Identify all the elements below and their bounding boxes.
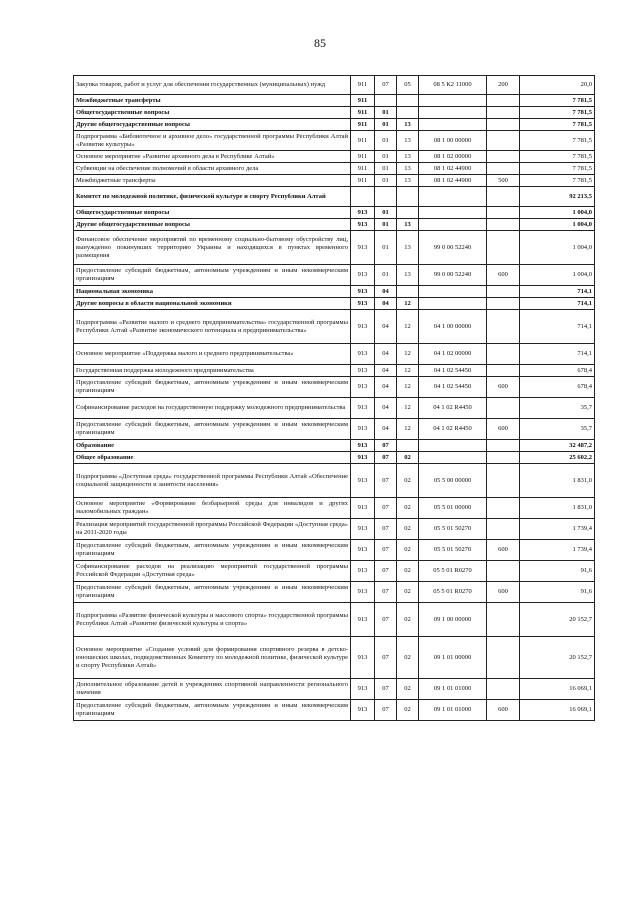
table-row [74,440,595,452]
expense-type-cell [487,452,520,464]
row-name-cell: Подпрограмма «Развитие малого и среднего предпринимательства» государственной программы Республики Алтай «Развитие экономического потенциала и предпринимательства» [74,310,351,344]
expense-type-cell [487,679,520,700]
ministry-code-cell: 913 [351,398,375,419]
ministry-code-cell: 913 [351,464,375,498]
subsection-code-cell: 13 [397,231,419,265]
row-name-cell: Образование [74,440,351,452]
amount-cell: 16 069,1 [520,679,595,700]
section-code-cell: 01 [375,231,397,265]
table-row [74,540,595,561]
ministry-code-cell: 913 [351,452,375,464]
section-code-cell: 07 [375,540,397,561]
section-code-cell: 07 [375,700,397,721]
ministry-code-cell: 913 [351,440,375,452]
amount-cell: 7 781,5 [520,175,595,187]
target-article-cell: 08 5 К2 11000 [419,76,487,95]
ministry-code-cell: 913 [351,377,375,398]
subsection-code-cell: 02 [397,561,419,582]
ministry-code-cell: 913 [351,637,375,679]
row-name-cell: Подпрограмма «Библиотечное и архивное дело» государственной программы Республики Алтай «Развитие культуры» [74,131,351,151]
subsection-code-cell: 02 [397,582,419,603]
target-article-cell: 04 1 02 R4450 [419,419,487,440]
target-article-cell: 09 1 01 01000 [419,679,487,700]
target-article-cell [419,298,487,310]
ministry-code-cell: 911 [351,131,375,151]
ministry-code-cell: 913 [351,700,375,721]
amount-cell: 20,0 [520,76,595,95]
subsection-code-cell: 02 [397,498,419,519]
section-code-cell: 07 [375,452,397,464]
target-article-cell: 99 0 00 52240 [419,231,487,265]
table-row [74,519,595,540]
table-row [74,603,595,637]
subsection-code-cell: 02 [397,637,419,679]
section-code-cell: 07 [375,582,397,603]
subsection-code-cell [397,95,419,107]
row-name-cell: Общее образование [74,452,351,464]
ministry-code-cell: 913 [351,207,375,219]
section-code-cell: 07 [375,440,397,452]
table-row [74,119,595,131]
amount-cell: 7 781,5 [520,95,595,107]
amount-cell: 1 739,4 [520,519,595,540]
expense-type-cell [487,498,520,519]
row-name-cell: Предоставление субсидий бюджетным, автономным учреждениям и иным некоммерческим организациям [74,540,351,561]
table-row [74,298,595,310]
subsection-code-cell: 13 [397,151,419,163]
subsection-code-cell [397,286,419,298]
expense-type-cell [487,344,520,365]
ministry-code-cell: 913 [351,679,375,700]
row-name-cell: Предоставление субсидий бюджетным, автономным учреждениям и иным некоммерческим организациям [74,419,351,440]
row-name-cell: Софинансирование расходов на государственную поддержку молодежного предпринимательства [74,398,351,419]
expense-type-cell [487,207,520,219]
table-row [74,679,595,700]
ministry-code-cell: 913 [351,365,375,377]
subsection-code-cell: 05 [397,76,419,95]
row-name-cell: Реализация мероприятий государственной программы Российской Федерации «Доступная среда» на 2011-2020 годы [74,519,351,540]
row-name-cell: Софинансирование расходов на реализацию мероприятий государственной программы Российской Федерации «Доступная среда» [74,561,351,582]
amount-cell: 714,1 [520,298,595,310]
subsection-code-cell: 13 [397,131,419,151]
amount-cell: 25 602,2 [520,452,595,464]
section-code-cell: 07 [375,498,397,519]
table-row [74,76,595,95]
ministry-code-cell: 911 [351,119,375,131]
expense-type-cell: 600 [487,419,520,440]
row-name-cell: Подпрограмма «Доступная среда» государственной программы Республики Алтай «Обеспечение социальной защищенности и занятости населения» [74,464,351,498]
amount-cell: 1 004,0 [520,231,595,265]
table-row [74,131,595,151]
row-name-cell: Общегосударственные вопросы [74,107,351,119]
section-code-cell: 04 [375,310,397,344]
expense-type-cell [487,231,520,265]
section-code-cell [375,95,397,107]
row-name-cell: Межбюджетные трансферты [74,175,351,187]
ministry-code-cell: 911 [351,175,375,187]
amount-cell: 20 152,7 [520,603,595,637]
row-name-cell: Предоставление субсидий бюджетным, автономным учреждениям и иным некоммерческим организациям [74,582,351,603]
section-code-cell: 04 [375,298,397,310]
subsection-code-cell: 02 [397,519,419,540]
subsection-code-cell: 12 [397,419,419,440]
section-code-cell: 01 [375,175,397,187]
amount-cell: 1 004,0 [520,207,595,219]
row-name-cell: Основное мероприятие «Поддержка малого и среднего предпринимательства» [74,344,351,365]
table-row [74,498,595,519]
target-article-cell [419,440,487,452]
section-code-cell: 04 [375,286,397,298]
subsection-code-cell: 12 [397,298,419,310]
subsection-code-cell [397,187,419,207]
subsection-code-cell [397,207,419,219]
table-row [74,107,595,119]
row-name-cell: Основное мероприятие «Формирование безбарьерной среды для инвалидов и других маломобильных граждан» [74,498,351,519]
expense-type-cell [487,440,520,452]
target-article-cell: 08 1 02 00000 [419,151,487,163]
table-row [74,582,595,603]
section-code-cell: 01 [375,107,397,119]
expense-type-cell [487,519,520,540]
table-row [74,561,595,582]
expense-type-cell: 600 [487,377,520,398]
row-name-cell: Другие общегосударственные вопросы [74,219,351,231]
section-code-cell: 04 [375,344,397,365]
target-article-cell [419,207,487,219]
ministry-code-cell: 913 [351,582,375,603]
target-article-cell: 05 5 01 R0270 [419,561,487,582]
row-name-cell: Комитет по молодежной политике, физической культуре и спорту Республики Алтай [74,187,351,207]
target-article-cell [419,107,487,119]
amount-cell: 714,1 [520,344,595,365]
row-name-cell: Субвенции на обеспечение полномочий в области архивного дела [74,163,351,175]
expense-type-cell: 600 [487,265,520,286]
row-name-cell: Закупка товаров, работ и услуг для обеспечения государственных (муниципальных) нужд [74,76,351,95]
ministry-code-cell: 913 [351,298,375,310]
table-row [74,175,595,187]
target-article-cell: 04 1 02 54450 [419,365,487,377]
subsection-code-cell: 13 [397,175,419,187]
expense-type-cell [487,298,520,310]
table-row [74,452,595,464]
subsection-code-cell: 02 [397,464,419,498]
target-article-cell: 04 1 00 00000 [419,310,487,344]
subsection-code-cell [397,440,419,452]
ministry-code-cell: 913 [351,219,375,231]
amount-cell: 91,6 [520,582,595,603]
subsection-code-cell: 13 [397,219,419,231]
target-article-cell: 04 1 02 54450 [419,377,487,398]
target-article-cell [419,286,487,298]
target-article-cell: 09 1 01 01000 [419,700,487,721]
subsection-code-cell: 02 [397,700,419,721]
subsection-code-cell: 02 [397,603,419,637]
target-article-cell [419,95,487,107]
amount-cell: 7 781,5 [520,119,595,131]
expense-type-cell [487,187,520,207]
amount-cell: 1 831,0 [520,498,595,519]
target-article-cell [419,187,487,207]
amount-cell: 7 781,5 [520,107,595,119]
expense-type-cell [487,131,520,151]
amount-cell: 7 781,5 [520,131,595,151]
row-name-cell: Дополнительное образование детей в учреждениях спортивной направленности регионального значения [74,679,351,700]
table-row [74,365,595,377]
ministry-code-cell: 913 [351,286,375,298]
table-row [74,219,595,231]
table-body [74,76,595,721]
section-code-cell: 07 [375,76,397,95]
section-code-cell: 01 [375,207,397,219]
expense-type-cell: 500 [487,175,520,187]
target-article-cell [419,219,487,231]
target-article-cell: 05 5 01 50270 [419,519,487,540]
target-article-cell: 05 5 01 00000 [419,498,487,519]
target-article-cell: 08 1 00 00000 [419,131,487,151]
subsection-code-cell: 13 [397,119,419,131]
target-article-cell [419,119,487,131]
subsection-code-cell: 13 [397,265,419,286]
amount-cell: 35,7 [520,398,595,419]
amount-cell: 91,6 [520,561,595,582]
target-article-cell: 05 5 01 50270 [419,540,487,561]
target-article-cell: 04 1 02 00000 [419,344,487,365]
subsection-code-cell [397,107,419,119]
target-article-cell: 09 1 00 00000 [419,603,487,637]
section-code-cell: 07 [375,637,397,679]
table-row [74,95,595,107]
expense-type-cell: 200 [487,76,520,95]
amount-cell: 678,4 [520,365,595,377]
section-code-cell: 01 [375,219,397,231]
amount-cell: 1 739,4 [520,540,595,561]
row-name-cell: Национальная экономика [74,286,351,298]
amount-cell: 92 213,5 [520,187,595,207]
subsection-code-cell: 12 [397,398,419,419]
target-article-cell [419,452,487,464]
row-name-cell: Другие общегосударственные вопросы [74,119,351,131]
table-row [74,151,595,163]
section-code-cell: 07 [375,519,397,540]
ministry-code-cell: 913 [351,419,375,440]
subsection-code-cell: 12 [397,310,419,344]
expense-type-cell [487,219,520,231]
ministry-code-cell: 913 [351,561,375,582]
amount-cell: 1 004,0 [520,265,595,286]
table-row [74,231,595,265]
expense-type-cell [487,95,520,107]
subsection-code-cell: 12 [397,344,419,365]
expense-type-cell [487,637,520,679]
ministry-code-cell: 913 [351,310,375,344]
ministry-code-cell: 911 [351,76,375,95]
subsection-code-cell: 02 [397,452,419,464]
expense-type-cell [487,603,520,637]
subsection-code-cell: 02 [397,679,419,700]
page-number: 85 [314,36,326,50]
table-row [74,700,595,721]
expense-type-cell [487,119,520,131]
expense-type-cell [487,163,520,175]
row-name-cell: Предоставление субсидий бюджетным, автономным учреждениям и иным некоммерческим организациям [74,265,351,286]
target-article-cell: 99 0 00 52240 [419,265,487,286]
row-name-cell: Основное мероприятие «Создание условий для формирования спортивного резерва в детско-юношеских школах, подведомственных Комитету по молодежной политике, физической культуре и спорту Республики Алтай» [74,637,351,679]
section-code-cell: 01 [375,265,397,286]
row-name-cell: Финансовое обеспечение мероприятий по временному социально-бытовому обустройству лиц, вынужденно покинувших территорию Украины и находящихся в пунктах временного размещения [74,231,351,265]
section-code-cell: 01 [375,163,397,175]
section-code-cell: 04 [375,398,397,419]
section-code-cell: 07 [375,603,397,637]
row-name-cell: Предоставление субсидий бюджетным, автономным учреждениям и иным некоммерческим организациям [74,377,351,398]
section-code-cell: 07 [375,464,397,498]
amount-cell: 714,1 [520,310,595,344]
table-row [74,310,595,344]
subsection-code-cell: 02 [397,540,419,561]
subsection-code-cell: 12 [397,365,419,377]
amount-cell: 32 487,2 [520,440,595,452]
table-row [74,419,595,440]
ministry-code-cell: 913 [351,540,375,561]
table-row [74,398,595,419]
target-article-cell: 09 1 01 00000 [419,637,487,679]
section-code-cell [375,187,397,207]
target-article-cell: 08 1 02 44900 [419,175,487,187]
section-code-cell: 01 [375,151,397,163]
expense-type-cell: 600 [487,700,520,721]
subsection-code-cell: 13 [397,163,419,175]
budget-table [73,75,595,721]
ministry-code-cell: 911 [351,95,375,107]
ministry-code-cell: 911 [351,163,375,175]
amount-cell: 678,4 [520,377,595,398]
ministry-code-cell: 913 [351,344,375,365]
amount-cell: 1 831,0 [520,464,595,498]
subsection-code-cell: 12 [397,377,419,398]
target-article-cell: 05 5 00 00000 [419,464,487,498]
expense-type-cell [487,464,520,498]
section-code-cell: 04 [375,419,397,440]
target-article-cell: 08 1 02 44900 [419,163,487,175]
expense-type-cell [487,365,520,377]
expense-type-cell: 600 [487,582,520,603]
row-name-cell: Предоставление субсидий бюджетным, автономным учреждениям и иным некоммерческим организациям [74,700,351,721]
table-row [74,286,595,298]
table-row [74,344,595,365]
section-code-cell: 01 [375,119,397,131]
expense-type-cell [487,107,520,119]
expense-type-cell [487,151,520,163]
amount-cell: 1 004,0 [520,219,595,231]
section-code-cell: 04 [375,365,397,377]
ministry-code-cell: 913 [351,498,375,519]
ministry-code-cell [351,187,375,207]
row-name-cell: Другие вопросы в области национальной экономики [74,298,351,310]
table-row [74,265,595,286]
amount-cell: 16 069,1 [520,700,595,721]
row-name-cell: Межбюджетные трансферты [74,95,351,107]
expense-type-cell [487,310,520,344]
expense-type-cell [487,286,520,298]
expense-type-cell [487,561,520,582]
target-article-cell: 05 5 01 R0270 [419,582,487,603]
section-code-cell: 04 [375,377,397,398]
ministry-code-cell: 911 [351,151,375,163]
section-code-cell: 07 [375,561,397,582]
target-article-cell: 04 1 02 R4450 [419,398,487,419]
ministry-code-cell: 913 [351,603,375,637]
amount-cell: 20 152,7 [520,637,595,679]
table-row [74,637,595,679]
table-row [74,207,595,219]
table-row [74,187,595,207]
expense-type-cell [487,398,520,419]
row-name-cell: Подпрограмма «Развитие физической культуры и массового спорта» государственной программы Республики Алтай «Развитие физической культуры и спорта» [74,603,351,637]
ministry-code-cell: 913 [351,231,375,265]
amount-cell: 7 781,5 [520,163,595,175]
section-code-cell: 07 [375,679,397,700]
table-row [74,377,595,398]
amount-cell: 714,1 [520,286,595,298]
table-row [74,464,595,498]
expense-type-cell: 600 [487,540,520,561]
table-row [74,163,595,175]
ministry-code-cell: 913 [351,265,375,286]
row-name-cell: Общегосударственные вопросы [74,207,351,219]
amount-cell: 35,7 [520,419,595,440]
row-name-cell: Государственная поддержка молодежного предпринимательства [74,365,351,377]
row-name-cell: Основное мероприятие «Развитие архивного дела в Республике Алтай» [74,151,351,163]
ministry-code-cell: 911 [351,107,375,119]
amount-cell: 7 781,5 [520,151,595,163]
section-code-cell: 01 [375,131,397,151]
ministry-code-cell: 913 [351,519,375,540]
